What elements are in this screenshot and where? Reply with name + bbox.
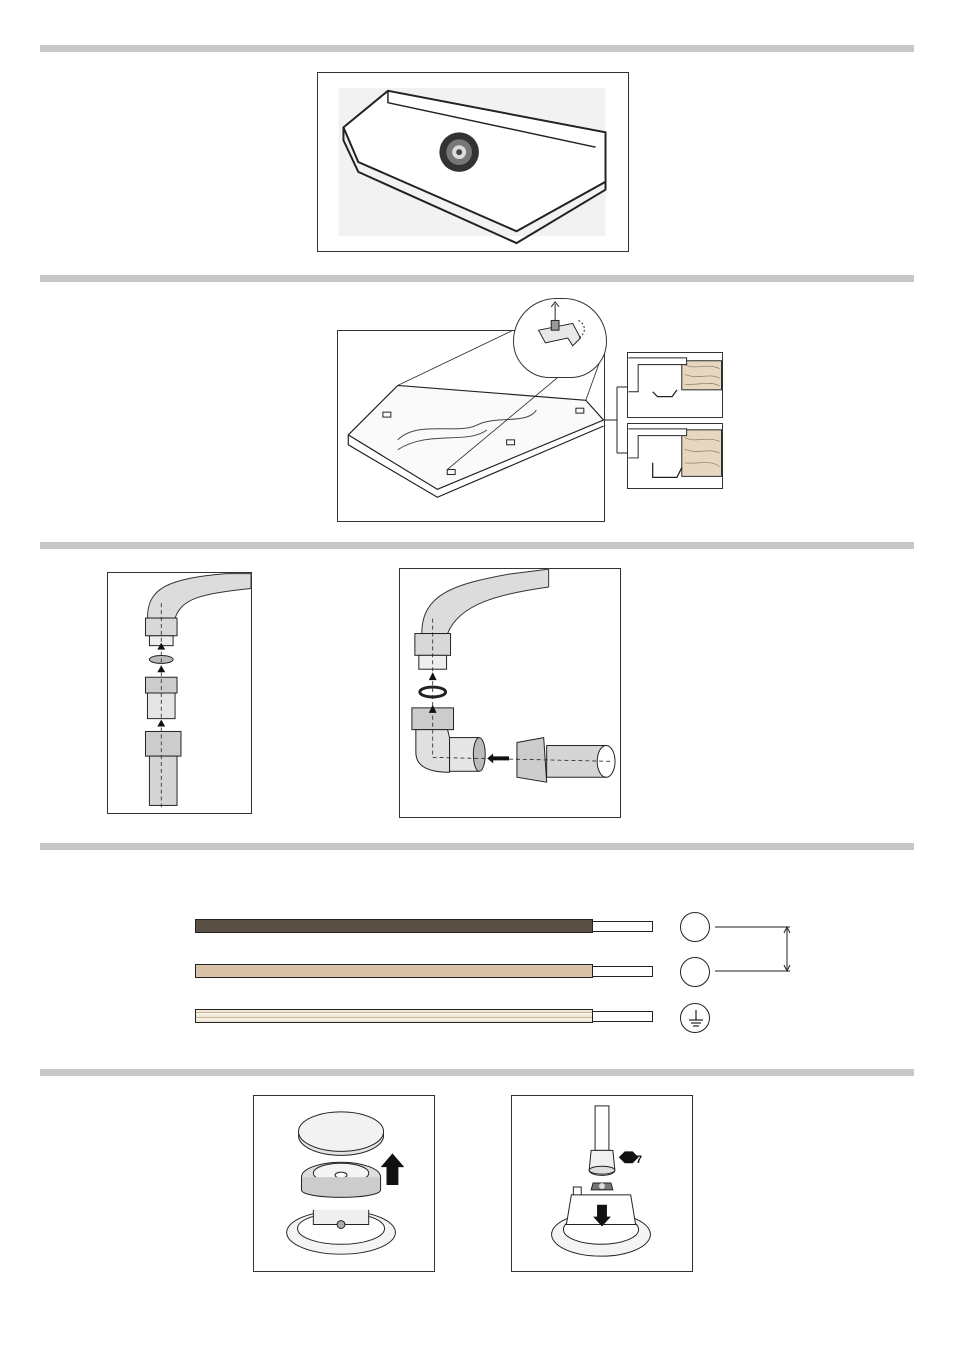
terminal-earth: [680, 1003, 710, 1033]
seal-strip-icon: [318, 73, 628, 251]
gas-straight-connection-figure: [107, 572, 252, 814]
terminal-neutral: [680, 957, 710, 987]
wire-core: [592, 921, 653, 932]
voltage-bracket-icon: [715, 920, 795, 975]
section-divider: [40, 542, 914, 549]
burner-cap-removal-figure: [253, 1095, 435, 1272]
injector-icon: [512, 1096, 692, 1271]
wire-insulation: [195, 919, 593, 933]
earth-icon: [681, 1004, 711, 1034]
nut-size-label: 7: [636, 1154, 643, 1166]
bracket-connector: [605, 385, 627, 455]
wire-blue: [195, 964, 653, 978]
bracket-detail-figure: [513, 298, 607, 378]
section-divider: [40, 45, 914, 52]
wire-insulation: [195, 1009, 593, 1023]
terminal-live: [680, 912, 710, 942]
wire-brown: [195, 919, 653, 933]
wire-insulation: [195, 964, 593, 978]
section-divider: [40, 1069, 914, 1076]
bracket-mount-bottom-figure: [627, 423, 723, 489]
section-divider: [40, 843, 914, 850]
section-divider: [40, 275, 914, 282]
wire-core: [592, 966, 653, 977]
wire-core: [592, 1011, 653, 1022]
injector-replacement-figure: [511, 1095, 693, 1272]
gas-elbow-connection-figure: [399, 568, 621, 818]
wire-earth: [195, 1009, 653, 1023]
bracket-mount-top-figure: [627, 352, 723, 418]
elbow-fitting-icon: [400, 569, 620, 817]
pipe-fitting-icon: [108, 573, 251, 813]
seal-strip-figure: [317, 72, 629, 252]
burner-icon: [254, 1096, 434, 1271]
